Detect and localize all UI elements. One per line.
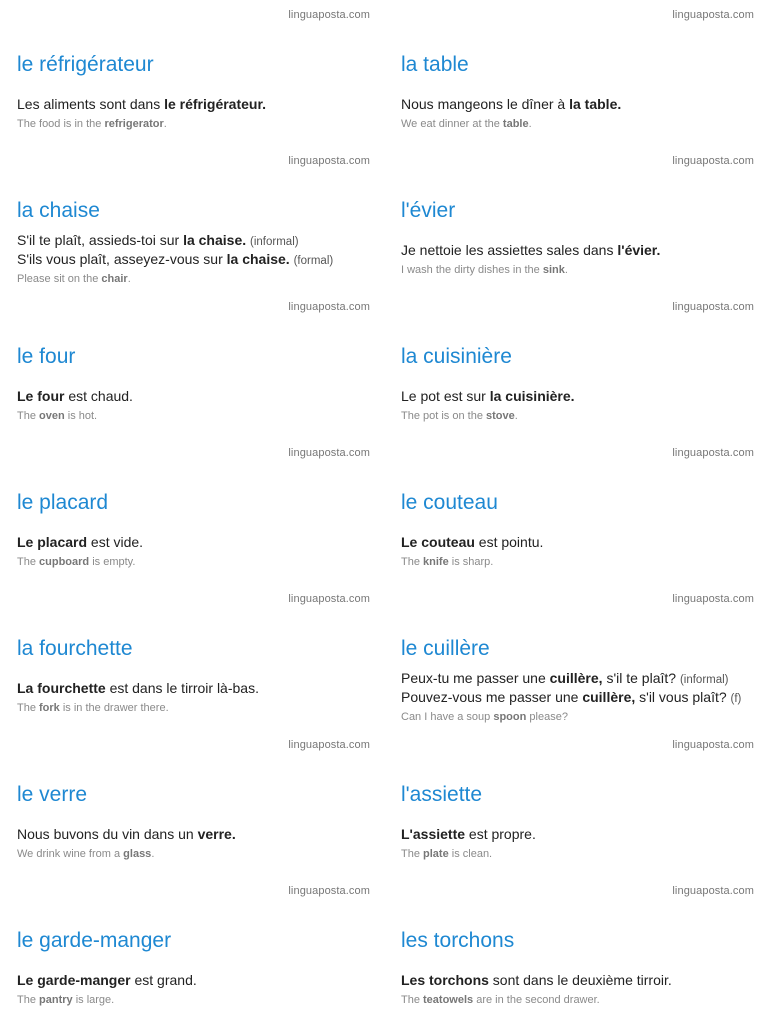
translated-word: glass (123, 848, 152, 860)
highlighted-word: le réfrigérateur. (164, 96, 267, 112)
site-label: linguaposta.com (288, 155, 370, 167)
highlighted-word: cuillère, (582, 689, 636, 705)
translation-text: is sharp. (448, 556, 494, 568)
english-translation (17, 117, 266, 132)
sentence-text: est propre. (465, 826, 536, 842)
flashcard (0, 146, 384, 292)
register-note: (informal) (250, 236, 299, 248)
example-block (401, 826, 536, 862)
translation-text: . (528, 118, 532, 130)
english-translation (401, 409, 575, 424)
register-note: (formal) (293, 255, 334, 267)
register-note: (f) (730, 693, 742, 705)
sentence-text: Les aliments sont dans (17, 96, 165, 112)
vocab-word: l'évier (401, 199, 456, 222)
sentence-text: Peux-tu me passer une (401, 670, 550, 686)
site-label: linguaposta.com (288, 593, 370, 605)
translation-text: Can I have a soup (401, 711, 494, 723)
site-label: linguaposta.com (288, 447, 370, 459)
vocab-word: le placard (17, 491, 109, 514)
register-note: (informal) (679, 674, 729, 686)
vocab-word: la cuisinière (401, 345, 512, 368)
example-sentence (401, 96, 621, 115)
translation-text: is clean. (448, 848, 493, 860)
example-block (17, 972, 197, 1008)
flashcard (0, 438, 384, 584)
flashcard (0, 0, 384, 146)
sentence-text: Pouvez-vous me passer une (401, 689, 583, 705)
english-translation (17, 847, 236, 862)
example-sentence (17, 826, 236, 845)
flashcard (0, 292, 384, 438)
english-translation (401, 117, 621, 132)
translated-word: oven (39, 410, 65, 422)
vocab-word: le couteau (401, 491, 498, 514)
sentence-text: est grand. (130, 972, 197, 988)
vocab-word: l'assiette (401, 783, 483, 806)
highlighted-word: Les torchons (401, 972, 489, 988)
example-sentence (17, 972, 197, 991)
translation-text: The (17, 410, 40, 422)
example-block (17, 232, 333, 287)
flashcard (0, 730, 384, 876)
example-sentence (17, 680, 259, 699)
flashcard (0, 876, 384, 1022)
example-block (17, 826, 236, 862)
translation-text: I wash the dirty dishes in the (401, 264, 543, 276)
sentence-text: S'ils vous plaît, asseyez-vous sur (17, 251, 227, 267)
translated-word: refrigerator (104, 118, 164, 130)
highlighted-word: l'évier. (617, 242, 661, 258)
translation-text: . (564, 264, 568, 276)
highlighted-word: la table. (569, 96, 622, 112)
highlighted-word: L'assiette (401, 826, 466, 842)
sentence-text: s'il vous plaît? (635, 689, 731, 705)
flashcard (384, 876, 768, 1022)
flashcard (0, 584, 384, 730)
english-translation (17, 701, 259, 716)
sentence-text: est dans le tirroir là-bas. (105, 680, 259, 696)
translated-word: chair (101, 273, 128, 285)
translation-text: The (17, 702, 40, 714)
highlighted-word: La fourchette (17, 680, 106, 696)
sentence-text: est pointu. (474, 534, 544, 550)
example-block (17, 96, 266, 132)
translation-text: please? (526, 711, 568, 723)
translated-word: table (502, 118, 529, 130)
example-sentence (401, 826, 536, 845)
site-label: linguaposta.com (672, 885, 754, 897)
english-translation (401, 263, 660, 278)
site-label: linguaposta.com (288, 739, 370, 751)
example-block (401, 534, 543, 570)
example-block (401, 972, 672, 1008)
site-label: linguaposta.com (672, 447, 754, 459)
english-translation (17, 993, 197, 1008)
translation-text: The pot is on the (401, 410, 486, 422)
example-sentence (17, 96, 266, 115)
translation-text: . (127, 273, 131, 285)
example-sentence (17, 251, 333, 270)
translated-word: pantry (39, 994, 73, 1006)
site-label: linguaposta.com (288, 9, 370, 21)
translation-text: . (151, 848, 155, 860)
example-sentence (401, 388, 575, 407)
highlighted-word: Le placard (17, 534, 88, 550)
example-sentence (17, 388, 133, 407)
example-sentence (401, 972, 672, 991)
example-block (17, 680, 259, 716)
sentence-text: est vide. (87, 534, 144, 550)
translation-text: are in the second drawer. (473, 994, 600, 1006)
example-block (401, 96, 621, 132)
translation-text: . (163, 118, 167, 130)
vocab-word: le cuillère (401, 637, 490, 660)
site-label: linguaposta.com (672, 9, 754, 21)
example-block (17, 534, 143, 570)
translation-text: The (401, 556, 424, 568)
sentence-text: s'il te plaît? (602, 670, 680, 686)
vocab-word: la fourchette (17, 637, 133, 660)
vocab-word: le verre (17, 783, 88, 806)
translated-word: fork (39, 702, 60, 714)
example-sentence (401, 534, 543, 553)
translated-word: cupboard (39, 556, 90, 568)
flashcard (384, 438, 768, 584)
highlighted-word: Le garde-manger (17, 972, 131, 988)
english-translation (17, 409, 133, 424)
highlighted-word: verre. (197, 826, 236, 842)
translation-text: is in the drawer there. (59, 702, 169, 714)
vocab-word: le réfrigérateur (17, 53, 154, 76)
translation-text: The (17, 556, 40, 568)
english-translation (401, 993, 672, 1008)
site-label: linguaposta.com (672, 301, 754, 313)
translation-text: . (514, 410, 518, 422)
flashcard (384, 730, 768, 876)
translation-text: is large. (72, 994, 115, 1006)
english-translation (17, 555, 143, 570)
sentence-text: S'il te plaît, assieds-toi sur (17, 232, 184, 248)
translation-text: We drink wine from a (17, 848, 124, 860)
flashcard (384, 584, 768, 730)
vocab-word: les torchons (401, 929, 515, 952)
english-translation (17, 272, 333, 287)
sentence-text: Je nettoie les assiettes sales dans (401, 242, 618, 258)
example-block (401, 388, 575, 424)
site-label: linguaposta.com (672, 593, 754, 605)
highlighted-word: Le couteau (401, 534, 475, 550)
translated-word: spoon (493, 711, 527, 723)
vocab-word: la table (401, 53, 469, 76)
highlighted-word: la chaise. (226, 251, 290, 267)
translation-text: The (17, 994, 40, 1006)
translated-word: stove (486, 410, 515, 422)
example-sentence (401, 670, 741, 689)
site-label: linguaposta.com (672, 155, 754, 167)
example-sentence (17, 232, 333, 251)
translated-word: sink (542, 264, 565, 276)
translated-word: teatowels (423, 994, 474, 1006)
translation-text: Please sit on the (17, 273, 102, 285)
example-sentence (17, 534, 143, 553)
sentence-text: Nous buvons du vin dans un (17, 826, 198, 842)
example-block (401, 242, 660, 278)
translation-text: The (401, 848, 424, 860)
example-block (401, 670, 741, 725)
sentence-text: est chaud. (64, 388, 133, 404)
sentence-text: sont dans le deuxième tirroir. (488, 972, 672, 988)
vocab-word: le garde-manger (17, 929, 172, 952)
highlighted-word: la chaise. (183, 232, 247, 248)
vocab-word: la chaise (17, 199, 100, 222)
sentence-text: Le pot est sur (401, 388, 490, 404)
site-label: linguaposta.com (288, 885, 370, 897)
flashcard (384, 146, 768, 292)
translation-text: The (401, 994, 424, 1006)
flashcard (384, 292, 768, 438)
english-translation (401, 555, 543, 570)
site-label: linguaposta.com (672, 739, 754, 751)
example-sentence (401, 242, 660, 261)
highlighted-word: la cuisinière. (489, 388, 575, 404)
english-translation (401, 710, 741, 725)
flashcard (384, 0, 768, 146)
english-translation (401, 847, 536, 862)
translated-word: plate (423, 848, 449, 860)
highlighted-word: Le four (17, 388, 65, 404)
translation-text: is empty. (89, 556, 136, 568)
example-sentence (401, 689, 741, 708)
highlighted-word: cuillère, (549, 670, 603, 686)
site-label: linguaposta.com (288, 301, 370, 313)
translation-text: is hot. (64, 410, 98, 422)
translation-text: We eat dinner at the (401, 118, 503, 130)
vocab-word: le four (17, 345, 76, 368)
example-block (17, 388, 133, 424)
translated-word: knife (423, 556, 449, 568)
sentence-text: Nous mangeons le dîner à (401, 96, 570, 112)
translation-text: The food is in the (17, 118, 105, 130)
